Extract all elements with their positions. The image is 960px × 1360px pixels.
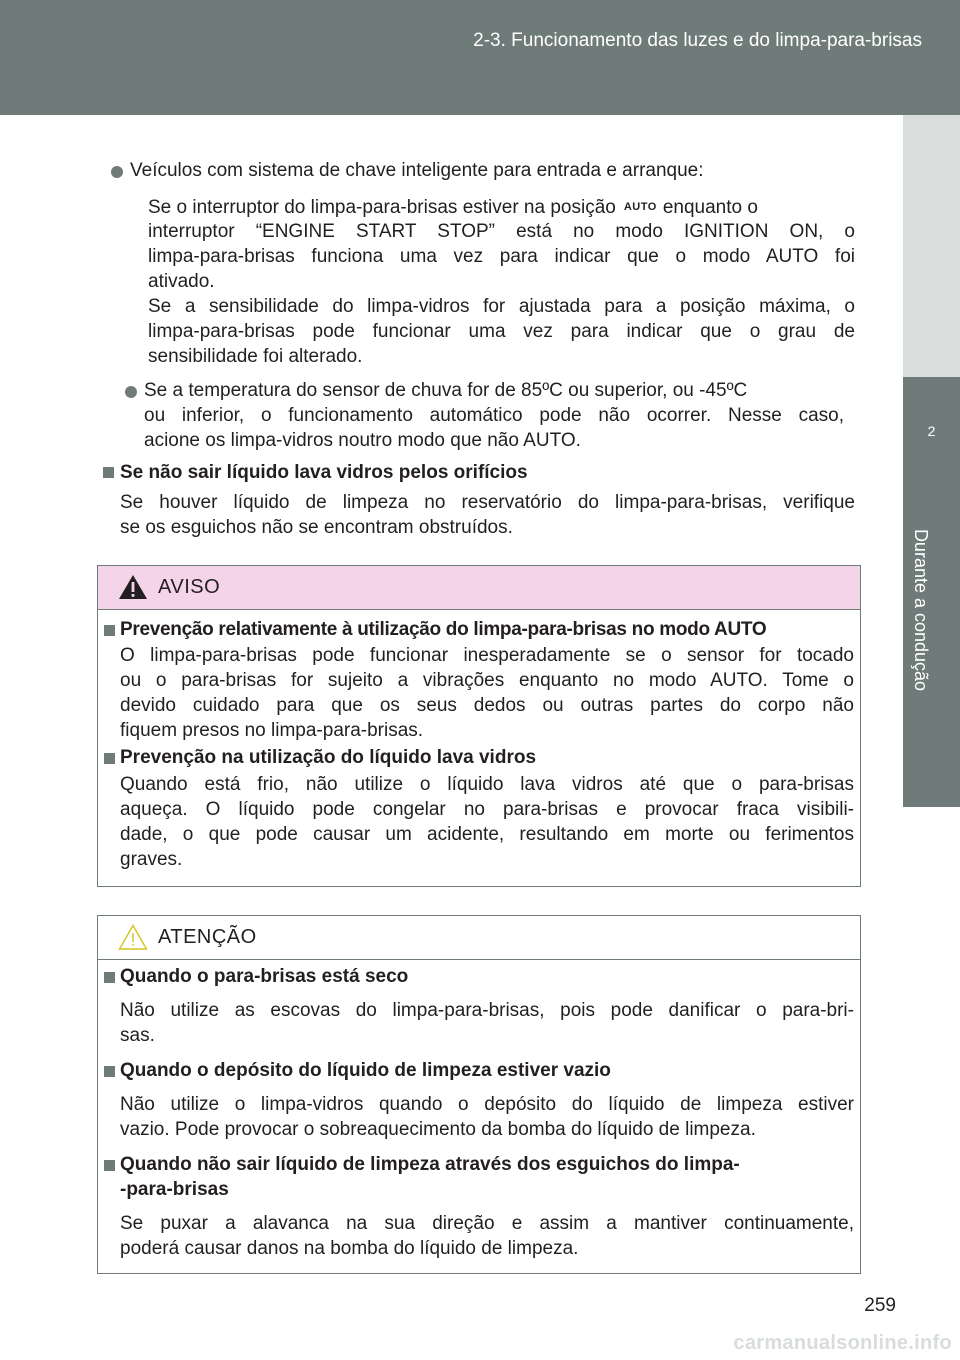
side-tab-top [903, 115, 960, 377]
warning-box [97, 565, 861, 887]
notice-heading: Quando o depósito do líquido de limpeza estiver vazio [120, 1060, 611, 1081]
warning-heading: Prevenção relativamente à utilização do limpa-para-brisas no modo AUTO [120, 619, 767, 640]
warning-triangle-icon [118, 574, 148, 600]
notice-line: Não utilize as escovas do limpa-para-brisas, pois pode danificar o para-bri- [120, 1000, 854, 1021]
page-number: 259 [864, 1295, 896, 1316]
notice-line: sas. [120, 1025, 155, 1046]
notice-line: vazio. Pode provocar o sobreaquecimento da bomba do líquido de limpeza. [120, 1119, 756, 1140]
section-square-icon [104, 625, 115, 636]
section-line: se os esguichos não se encontram obstruídos. [120, 517, 513, 538]
warning-box-header [98, 566, 860, 610]
notice-box [97, 915, 861, 1274]
section-square-icon [104, 1160, 115, 1171]
warning-line: Quando está frio, não utilize o líquido lava vidros até que o para-brisas [120, 774, 854, 795]
section-square-icon [104, 972, 115, 983]
warning-line: graves. [120, 849, 183, 870]
notice-heading: Quando o para-brisas está seco [120, 966, 409, 987]
bullet1-line: limpa-para-brisas funciona uma vez para indicar que o modo AUTO foi [148, 246, 855, 267]
bullet1-text: Se o interruptor do limpa-para-brisas estiver na posição [148, 197, 616, 218]
bullet2-line: ou inferior, o funcionamento automático pode não ocorrer. Nesse caso, [144, 405, 844, 426]
watermark: carmanualsonline.info [733, 1332, 952, 1354]
bullet1-line [148, 195, 855, 221]
notice-heading: Quando não sair líquido de limpeza através dos esguichos do limpa- [120, 1154, 740, 1175]
page-header [0, 0, 960, 115]
bullet-icon [125, 386, 137, 398]
chapter-number: 2 [927, 423, 936, 439]
warning-line: ou o para-brisas for sujeito a vibrações enquanto no modo AUTO. Tome o [120, 670, 854, 691]
warning-line: fiquem presos no limpa-para-brisas. [120, 720, 424, 741]
warning-box-title: AVISO [158, 576, 221, 598]
section-heading: Se não sair líquido lava vidros pelos orifícios [120, 462, 528, 483]
chapter-side-tab [903, 115, 960, 1215]
caution-triangle-icon [118, 924, 148, 950]
warning-line: aqueça. O líquido pode congelar no para-brisas e provocar fraca visibili- [120, 799, 854, 820]
bullet1-line: limpa-para-brisas pode funcionar uma vez para indicar que o grau de [148, 321, 855, 342]
bullet1-line: sensibilidade foi alterado. [148, 346, 363, 367]
section-title: 2-3. Funcionamento das luzes e do limpa-para-brisas [473, 30, 922, 51]
bullet2-line: Se a temperatura do sensor de chuva for de 85ºC ou superior, ou -45ºC [144, 380, 748, 401]
section-line: Se houver líquido de limpeza no reservatório do limpa-para-brisas, verifique [120, 492, 855, 513]
warning-line: devido cuidado para que os seus dedos ou outras partes do corpo não [120, 695, 854, 716]
section-square-icon [104, 1066, 115, 1077]
chapter-label: Durante a condução [911, 528, 931, 692]
bullet-icon [111, 166, 123, 178]
bullet1-lead: Veículos com sistema de chave inteligente para entrada e arranque: [130, 160, 704, 181]
bullet2-line: acione os limpa-vidros noutro modo que não AUTO. [144, 430, 581, 451]
notice-heading: -para-brisas [120, 1179, 229, 1200]
bullet1-text: enquanto o [662, 197, 758, 218]
notice-line: poderá causar danos na bomba do líquido de limpeza. [120, 1238, 579, 1259]
section-square-icon [104, 753, 115, 764]
notice-box-header [98, 916, 860, 960]
warning-line: dade, o que pode causar um acidente, resultando em morte ou ferimentos [120, 824, 854, 845]
warning-heading: Prevenção na utilização do líquido lava vidros [120, 747, 537, 768]
section-square-icon [103, 467, 114, 478]
notice-line: Não utilize o limpa-vidros quando o depósito do líquido de limpeza estiver [120, 1094, 854, 1115]
notice-box-title: ATENÇÃO [158, 926, 257, 948]
warning-line: O limpa-para-brisas pode funcionar inesperadamente se o sensor for tocado [120, 645, 854, 666]
notice-line: Se puxar a alavanca na sua direção e assim a mantiver continuamente, [120, 1213, 854, 1234]
bullet1-line: ativado. [148, 271, 215, 292]
bullet1-line: interruptor “ENGINE START STOP” está no modo IGNITION ON, o [148, 221, 855, 242]
auto-position-icon: AUTO [623, 201, 657, 213]
bullet1-line: Se a sensibilidade do limpa-vidros for ajustada para a posição máxima, o [148, 296, 855, 317]
